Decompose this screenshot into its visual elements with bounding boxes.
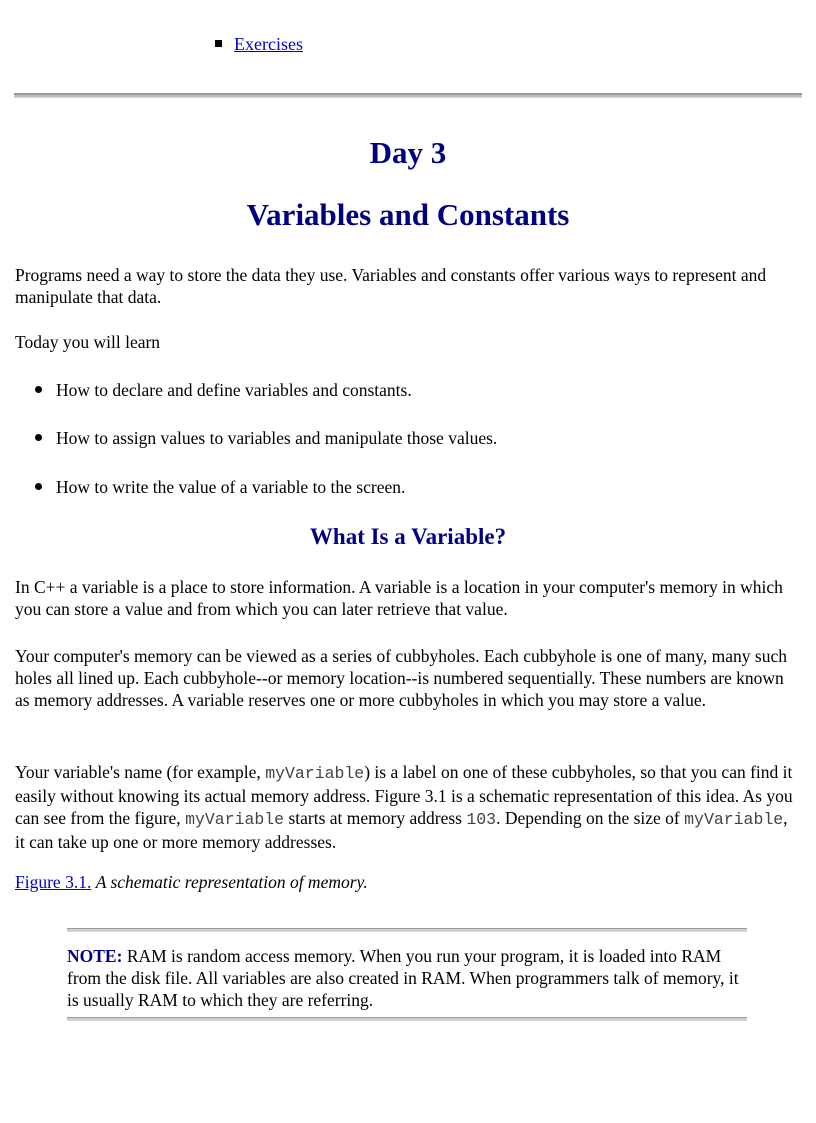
bullet-icon xyxy=(35,386,42,393)
section-heading: What Is a Variable? xyxy=(309,524,507,549)
list-item: How to assign values to variables and manipulate those values. xyxy=(35,427,801,449)
section-paragraph-2: Your computer's memory can be viewed as a series of cubbyholes. Each cubbyhole is one of many, many such holes all lined up. Each cubbyhole--or memory location--is numbered sequentially. These numbers are known as memory addresses. A variable reserves one or more cubbyholes in which you may store a value. xyxy=(15,646,787,710)
horizontal-rule xyxy=(14,93,802,98)
note-label: NOTE: xyxy=(67,946,123,966)
code-myvariable: myVariable xyxy=(684,810,784,829)
note-box xyxy=(67,928,747,1021)
figure-caption-text: A schematic representation of memory. xyxy=(95,872,368,892)
list-item: How to write the value of a variable to the screen. xyxy=(35,476,801,498)
bullet-icon xyxy=(35,483,42,490)
note-bottom-rule xyxy=(67,1017,747,1021)
section-paragraph-3: Your variable's name (for example, myVariable) is a label on one of these cubbyholes, so that you can find it easily without knowing its actual memory address. Figure 3.1 is a schematic representation of this idea. As you can see from the figure, myVariable starts at memory address 103. Depending on the size of myVariable, it can take up one or more memory addresses. xyxy=(15,762,793,852)
code-myvariable: myVariable xyxy=(185,810,285,829)
note-top-rule xyxy=(67,928,747,932)
nav-list-item xyxy=(215,34,303,55)
figure-caption xyxy=(15,871,368,893)
bullet-icon xyxy=(35,434,42,441)
square-bullet-icon xyxy=(215,40,222,47)
chapter-title: Variables and Constants xyxy=(246,197,570,232)
code-address: 103 xyxy=(466,810,497,829)
learn-intro: Today you will learn xyxy=(15,332,161,352)
section-paragraph-1: In C++ a variable is a place to store information. A variable is a location in your computer's memory in which you can store a value and from which you can later retrieve that value. xyxy=(15,577,783,619)
list-item: How to declare and define variables and constants. xyxy=(35,379,801,401)
note-text: NOTE: RAM is random access memory. When you run your program, it is loaded into RAM from the disk file. All variables are also created in RAM. When programmers talk of memory, it is usually RAM to which they are referring. xyxy=(67,946,739,1010)
figure-link[interactable]: Figure 3.1. xyxy=(15,872,92,892)
code-myvariable: myVariable xyxy=(265,764,365,783)
day-title: Day 3 xyxy=(369,135,447,170)
intro-paragraph: Programs need a way to store the data they use. Variables and constants offer various ways to represent and manipulate that data. xyxy=(15,265,767,307)
exercises-link[interactable]: Exercises xyxy=(234,34,303,54)
